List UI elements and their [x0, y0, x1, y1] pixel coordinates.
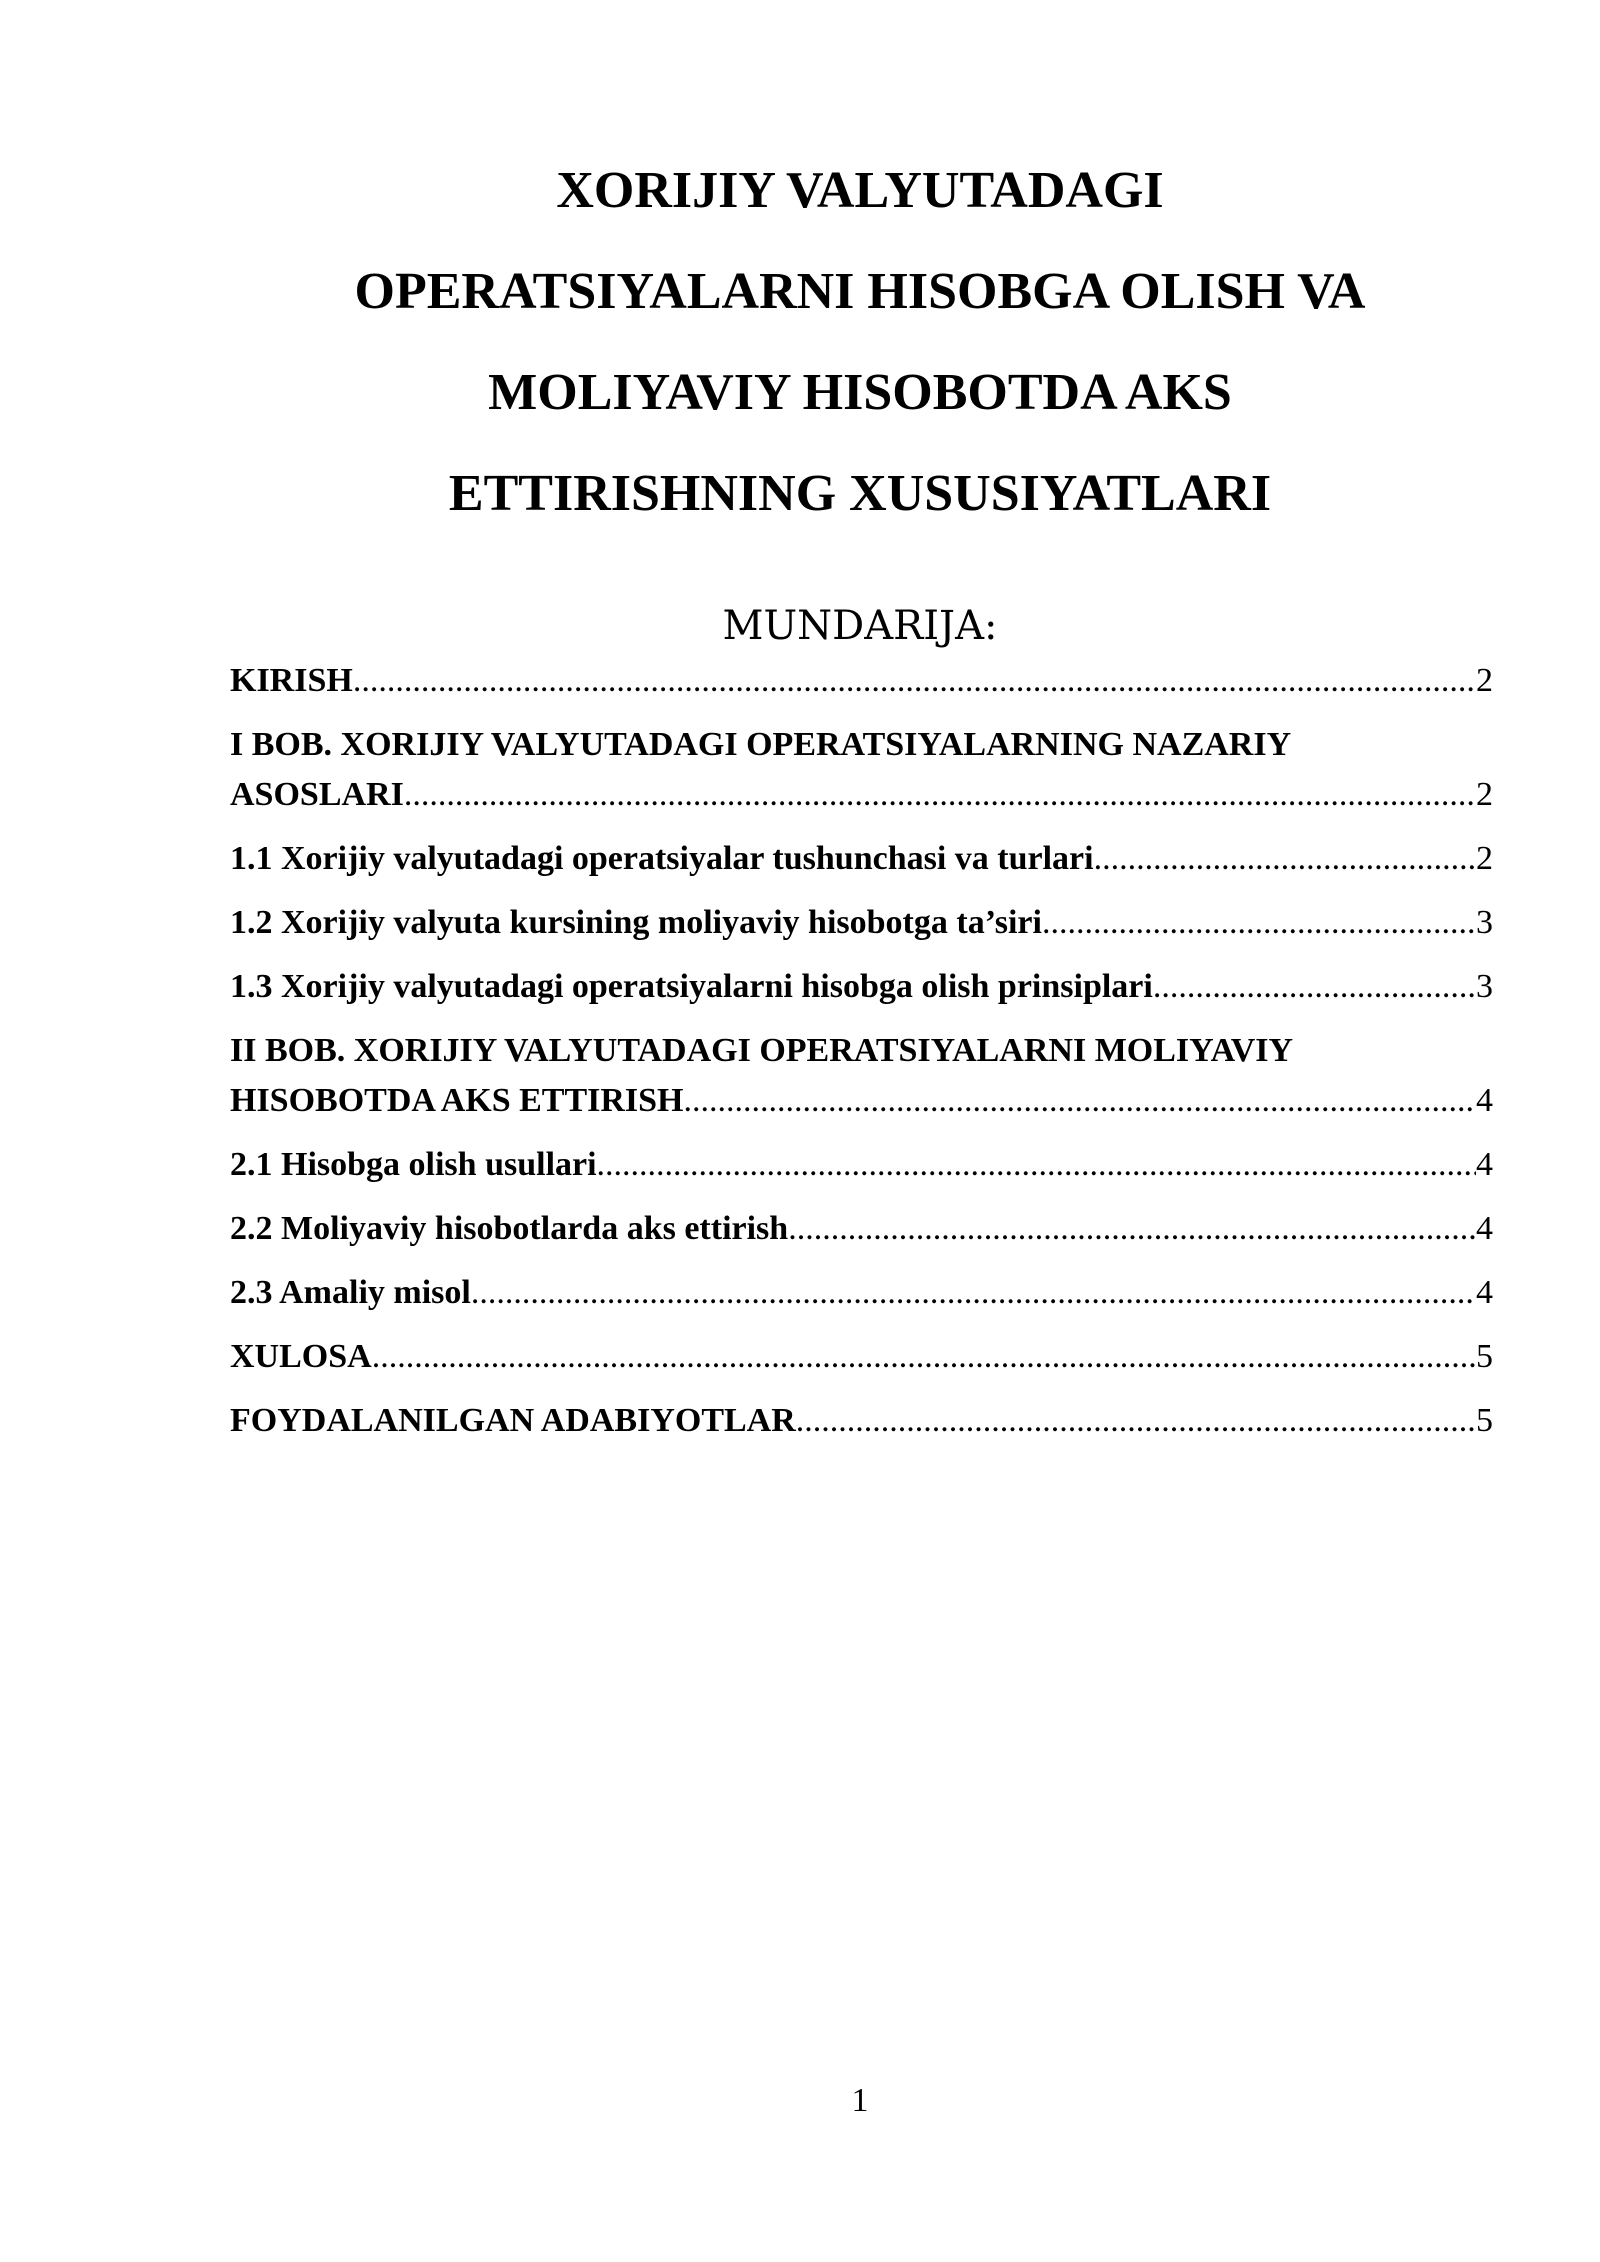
title-line: ETTIRISHNING XUSUSIYATLARI — [448, 465, 1272, 522]
document-title — [230, 140, 1490, 544]
toc-entry-label: 1.1 Xorijiy valyutadagi operatsiyalar tushunchasi va turlari — [230, 840, 1094, 877]
dot-leader — [796, 1396, 1476, 1446]
toc-entry-2-3[interactable] — [230, 1268, 1493, 1318]
toc-entry-2-1[interactable] — [230, 1140, 1493, 1190]
dot-leader — [684, 1076, 1476, 1126]
toc-entry-label: KIRISH — [230, 662, 353, 699]
toc-entry-label: 1.3 Xorijiy valyutadagi operatsiyalarni hisobga olish prinsiplari — [230, 968, 1153, 1005]
toc-entry-page: 2 — [1476, 840, 1493, 877]
toc-entry-page: 4 — [1476, 1146, 1493, 1183]
title-line: OPERATSIYALARNI HISOBGA OLISH VA — [354, 263, 1366, 320]
toc-entry-page: 4 — [1476, 1082, 1493, 1119]
dot-leader — [788, 1204, 1476, 1254]
toc-entry-chapter-1[interactable] — [230, 720, 1493, 820]
toc-entry-1-3[interactable] — [230, 962, 1493, 1012]
dot-leader — [597, 1140, 1476, 1190]
toc-entry-label-line1: II BOB. XORIJIY VALYUTADAGI OPERATSIYALARNI MOLIYAVIY — [230, 1032, 1294, 1069]
dot-leader — [471, 1268, 1476, 1318]
dot-leader — [1153, 962, 1476, 1012]
title-line: MOLIYAVIY HISOBOTDA AKS — [488, 364, 1232, 421]
toc-entry-label-line1: I BOB. XORIJIY VALYUTADAGI OPERATSIYALARNING NAZARIY — [230, 726, 1292, 763]
toc-entry-xulosa[interactable] — [230, 1332, 1493, 1382]
dot-leader — [353, 656, 1476, 706]
toc-heading: MUNDARIJA: — [722, 603, 998, 649]
toc-entry-label: ASOSLARI — [230, 776, 404, 813]
dot-leader — [404, 770, 1476, 820]
dot-leader — [1094, 834, 1476, 884]
toc-entry-label: HISOBOTDA AKS ETTIRISH — [230, 1082, 684, 1119]
toc-entry-page: 4 — [1476, 1210, 1493, 1247]
page-number: 1 — [851, 2082, 869, 2119]
toc-entry-page: 2 — [1476, 776, 1493, 813]
toc-entry-label: 2.3 Amaliy misol — [230, 1274, 471, 1311]
title-line: XORIJIY VALYUTADAGI — [556, 162, 1164, 219]
toc-entry-page: 3 — [1476, 968, 1493, 1005]
dot-leader — [1042, 898, 1476, 948]
toc-entry-1-1[interactable] — [230, 834, 1493, 884]
table-of-contents — [230, 656, 1493, 1460]
toc-entry-label: XULOSA — [230, 1338, 372, 1375]
toc-entry-label: 2.1 Hisobga olish usullari — [230, 1146, 597, 1183]
toc-entry-2-2[interactable] — [230, 1204, 1493, 1254]
toc-entry-chapter-2[interactable] — [230, 1026, 1493, 1126]
toc-entry-label: 2.2 Moliyaviy hisobotlarda aks ettirish — [230, 1210, 789, 1247]
toc-entry-label: 1.2 Xorijiy valyuta kursining moliyaviy hisobotga ta’siri — [230, 904, 1042, 941]
toc-entry-page: 2 — [1476, 662, 1493, 699]
toc-entry-page: 5 — [1476, 1338, 1493, 1375]
toc-entry-label: FOYDALANILGAN ADABIYOTLAR — [230, 1402, 796, 1439]
toc-entry-page: 3 — [1476, 904, 1493, 941]
toc-entry-adabiyotlar[interactable] — [230, 1396, 1493, 1446]
toc-entry-page: 5 — [1476, 1402, 1493, 1439]
dot-leader — [372, 1332, 1476, 1382]
toc-entry-page: 4 — [1476, 1274, 1493, 1311]
toc-entry-kirish[interactable] — [230, 656, 1493, 706]
toc-entry-1-2[interactable] — [230, 898, 1493, 948]
